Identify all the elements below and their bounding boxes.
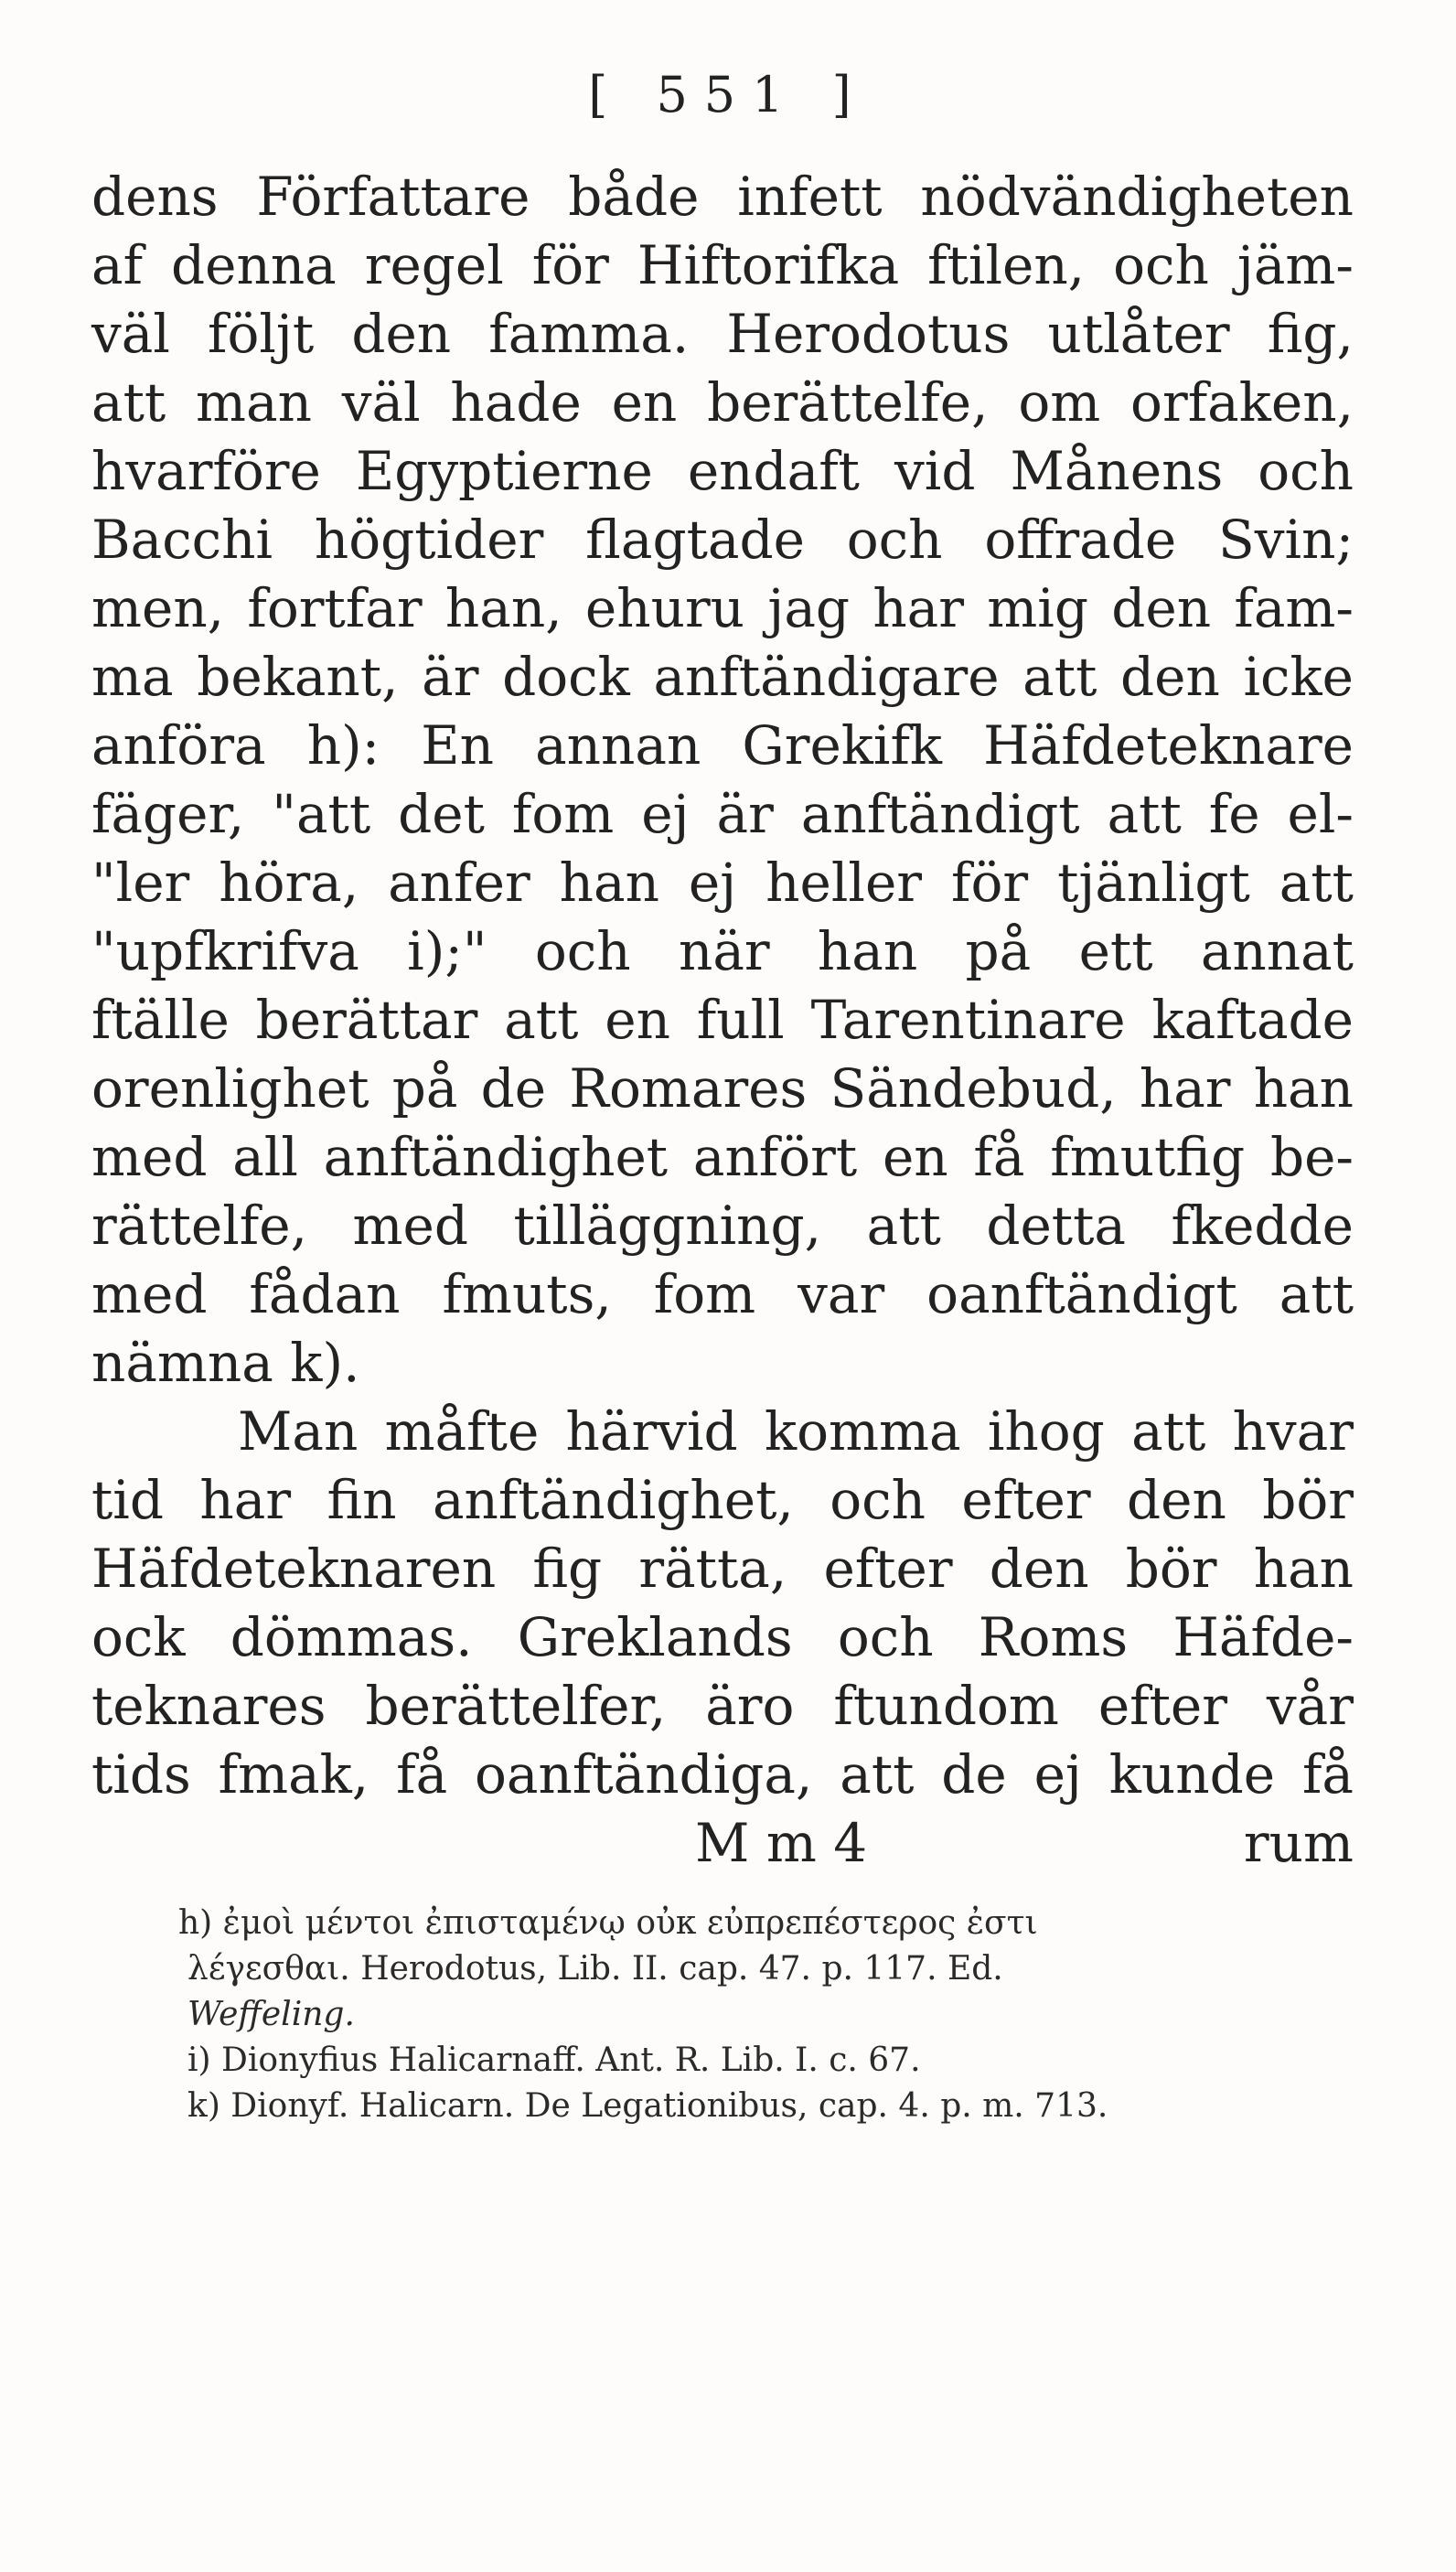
body-text [91,163,1354,1878]
footnote-i: i) Dionyfius Halicarnaff. Ant. R. Lib. I. c. 67. [187,2042,921,2079]
page-number: [ 551 ] [588,66,868,123]
text-line-paragraph-start: Man måfte härvid komma ihog att hvar [238,1400,1354,1463]
text-line: att man väl hade en berättelfe, om orfaken, [91,371,1354,434]
text-line: dens Författare både infett nödvändigheten [91,166,1354,228]
text-line: rättelfe, med tilläggning, att detta fkedde [91,1195,1354,1257]
text-line: ma bekant, är dock anftändigare att den icke [91,646,1354,708]
footnote-h-cont: λέγεσθαι. Herodotus, Lib. II. cap. 47. p. 117. Ed. [187,1950,1003,1988]
catch-line [91,1809,1354,1878]
footnote-h: h) ἐμοὶ μέντοι ἐπισταμένῳ οὐκ εὐπρεπέστερος ἐστι [178,1904,1038,1942]
text-line: ock dömmas. Greklands och Roms Häfde- [91,1606,1354,1668]
text-line-paragraph-end: nämna k). [91,1332,360,1394]
text-line: väl följt den famma. Herodotus utlåter fig, [91,303,1354,365]
footnote-h-cont: Weffeling. [187,1996,355,2033]
text-line: orenlighet på de Romares Sändebud, har han [91,1057,1354,1120]
catchword: rum [1243,1812,1354,1874]
text-line: med fådan fmuts, fom var oanftändigt att [91,1263,1354,1325]
text-line: "ler höra, anfer han ej heller för tjänligt att [91,852,1354,914]
text-line: teknares berättelfer, äro ftundom efter vår [91,1675,1354,1737]
text-line: anföra h): En annan Grekifk Häfdeteknare [91,714,1354,777]
text-line: "upfkrifva i);" och när han på ett annat [91,920,1354,982]
text-line: Bacchi högtider flagtade och offrade Svin; [91,509,1354,571]
text-line: hvarföre Egyptierne endaft vid Månens och [91,440,1354,502]
text-line: med all anftändighet anfört en få fmutfig be- [91,1126,1354,1188]
text-line: men, fortfar han, ehuru jag har mig den fam- [91,577,1354,639]
footnotes [178,1901,1358,2129]
signature-mark: M m 4 [695,1812,868,1874]
footnote-k: k) Dionyf. Halicarn. De Legationibus, cap. 4. p. m. 713. [187,2087,1108,2125]
text-line: af denna regel för Hiftorifka ftilen, och jäm- [91,234,1354,296]
text-line: Häfdeteknaren fig rätta, efter den bör han [91,1538,1354,1600]
text-line: tid har fin anftändighet, och efter den bör [91,1469,1354,1531]
text-line: fäger, "att det fom ej är anftändigt att fe el- [91,783,1354,845]
text-line: ftälle berättar att en full Tarentinare kaftade [91,989,1354,1051]
text-line: tids fmak, få oanftändiga, att de ej kunde få [91,1743,1354,1806]
